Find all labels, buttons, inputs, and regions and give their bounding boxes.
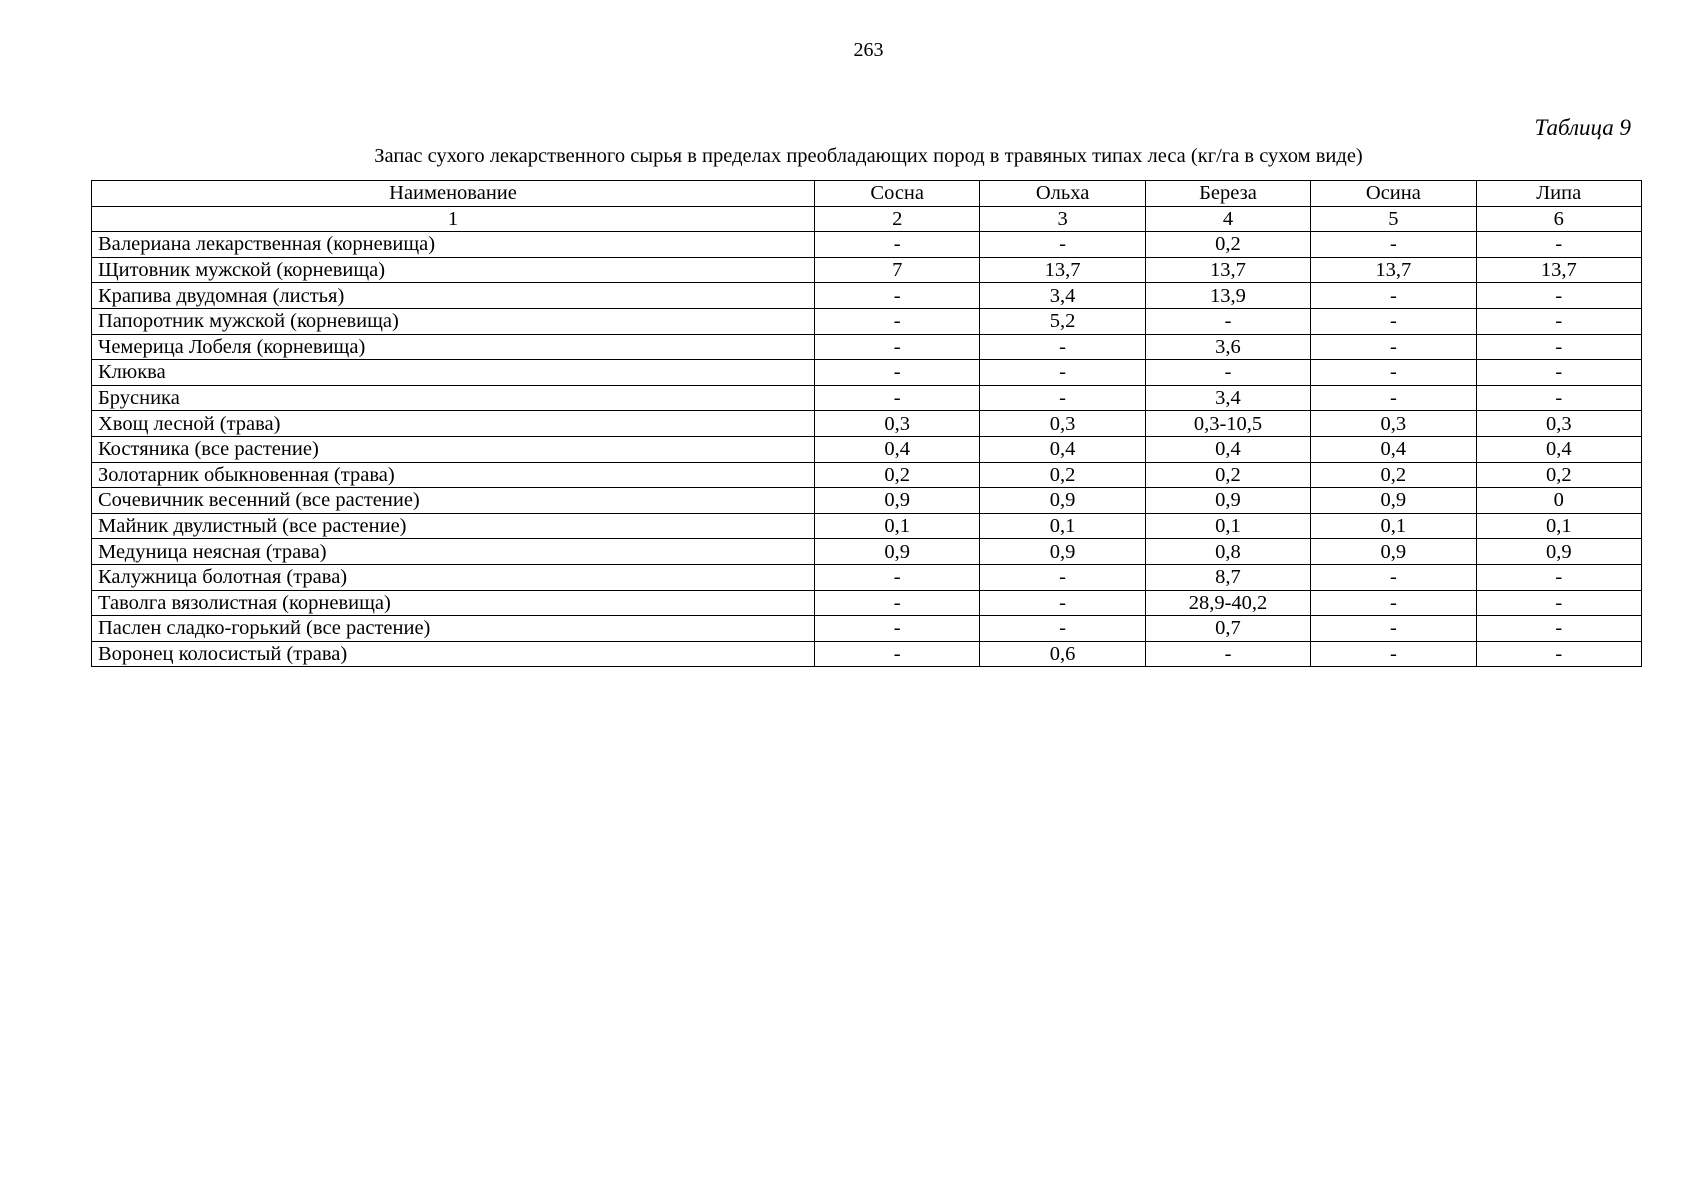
table-row [92, 334, 1642, 360]
plant-name-cell: Паслен сладко-горький (все растение) [92, 616, 815, 642]
value-cell: 3,6 [1145, 334, 1310, 360]
value-cell: 13,7 [1476, 257, 1641, 283]
value-cell: - [980, 360, 1145, 386]
value-cell: 0,2 [980, 462, 1145, 488]
table-title: Запас сухого лекарственного сырья в пределах преобладающих пород в травяных типах леса (кг/га в сухом виде) [374, 145, 1363, 167]
value-cell: - [1311, 232, 1476, 258]
column-header: Ольха [980, 181, 1145, 207]
value-cell: 0,3 [1311, 411, 1476, 437]
value-cell: 0,1 [1476, 513, 1641, 539]
value-cell: 0,4 [980, 436, 1145, 462]
plant-name-cell: Калужница болотная (трава) [92, 564, 815, 590]
column-header: Береза [1145, 181, 1310, 207]
value-cell: 0,9 [980, 488, 1145, 514]
value-cell: 3,4 [980, 283, 1145, 309]
value-cell: - [1476, 385, 1641, 411]
value-cell: 13,7 [1311, 257, 1476, 283]
table-row [92, 462, 1642, 488]
table-row [92, 360, 1642, 386]
column-number-cell: 3 [980, 206, 1145, 232]
table-row [92, 616, 1642, 642]
value-cell: - [1311, 590, 1476, 616]
value-cell: - [980, 590, 1145, 616]
value-cell: - [980, 385, 1145, 411]
data-table [91, 180, 1642, 667]
plant-name-cell: Майник двулистный (все растение) [92, 513, 815, 539]
value-cell: 0,3 [980, 411, 1145, 437]
value-cell: 0,1 [980, 513, 1145, 539]
table-row [92, 436, 1642, 462]
value-cell: 0,9 [815, 539, 980, 565]
value-cell: - [815, 590, 980, 616]
value-cell: 0,7 [1145, 616, 1310, 642]
value-cell: - [1145, 308, 1310, 334]
value-cell: 0,1 [1145, 513, 1310, 539]
column-header: Осина [1311, 181, 1476, 207]
table-row [92, 641, 1642, 667]
value-cell: 0,1 [815, 513, 980, 539]
value-cell: - [815, 385, 980, 411]
table-row [92, 257, 1642, 283]
value-cell: - [815, 616, 980, 642]
value-cell: - [1311, 564, 1476, 590]
table-row [92, 232, 1642, 258]
column-header: Липа [1476, 181, 1641, 207]
table-row [92, 590, 1642, 616]
value-cell: - [815, 641, 980, 667]
value-cell: 0 [1476, 488, 1641, 514]
value-cell: 0,1 [1311, 513, 1476, 539]
plant-name-cell: Щитовник мужской (корневища) [92, 257, 815, 283]
value-cell: 0,2 [1145, 462, 1310, 488]
plant-name-cell: Сочевичник весенний (все растение) [92, 488, 815, 514]
table-row [92, 539, 1642, 565]
table-row [92, 385, 1642, 411]
value-cell: 0,9 [815, 488, 980, 514]
column-header-name: Наименование [92, 181, 815, 207]
value-cell: - [1476, 641, 1641, 667]
column-number-cell: 6 [1476, 206, 1641, 232]
value-cell: - [1476, 308, 1641, 334]
value-cell: 13,9 [1145, 283, 1310, 309]
value-cell: - [1476, 564, 1641, 590]
value-cell: - [980, 334, 1145, 360]
value-cell: - [1311, 334, 1476, 360]
table-row [92, 488, 1642, 514]
value-cell: - [1311, 360, 1476, 386]
value-cell: 0,6 [980, 641, 1145, 667]
plant-name-cell: Валериана лекарственная (корневища) [92, 232, 815, 258]
value-cell: - [980, 564, 1145, 590]
value-cell: - [1311, 616, 1476, 642]
plant-name-cell: Таволга вязолистная (корневища) [92, 590, 815, 616]
column-number-cell: 1 [92, 206, 815, 232]
value-cell: 0,9 [1311, 539, 1476, 565]
table-row [92, 283, 1642, 309]
plant-name-cell: Чемерица Лобеля (корневища) [92, 334, 815, 360]
column-number-cell: 2 [815, 206, 980, 232]
value-cell: 0,2 [815, 462, 980, 488]
value-cell: - [1476, 334, 1641, 360]
column-number-cell: 5 [1311, 206, 1476, 232]
value-cell: 13,7 [980, 257, 1145, 283]
value-cell: - [1145, 360, 1310, 386]
table-label: Таблица 9 [1534, 115, 1631, 140]
table-column-number-row [92, 206, 1642, 232]
plant-name-cell: Брусника [92, 385, 815, 411]
value-cell: - [1476, 232, 1641, 258]
value-cell: 13,7 [1145, 257, 1310, 283]
value-cell: - [980, 232, 1145, 258]
value-cell: 0,3-10,5 [1145, 411, 1310, 437]
value-cell: 0,4 [815, 436, 980, 462]
column-header: Сосна [815, 181, 980, 207]
value-cell: - [815, 360, 980, 386]
page-number: 263 [853, 39, 884, 61]
plant-name-cell: Костяника (все растение) [92, 436, 815, 462]
value-cell: - [815, 308, 980, 334]
value-cell: 0,9 [1145, 488, 1310, 514]
value-cell: 0,9 [980, 539, 1145, 565]
value-cell: - [815, 232, 980, 258]
column-number-cell: 4 [1145, 206, 1310, 232]
value-cell: 0,9 [1311, 488, 1476, 514]
value-cell: 0,2 [1476, 462, 1641, 488]
table-body [92, 232, 1642, 667]
value-cell: 0,2 [1145, 232, 1310, 258]
value-cell: 3,4 [1145, 385, 1310, 411]
table-row [92, 513, 1642, 539]
value-cell: - [1311, 283, 1476, 309]
value-cell: 0,3 [1476, 411, 1641, 437]
value-cell: - [1476, 616, 1641, 642]
value-cell: 5,2 [980, 308, 1145, 334]
value-cell: - [815, 334, 980, 360]
table-row [92, 308, 1642, 334]
value-cell: 0,3 [815, 411, 980, 437]
value-cell: - [1311, 308, 1476, 334]
value-cell: - [1311, 641, 1476, 667]
value-cell: - [1145, 641, 1310, 667]
value-cell: 0,4 [1476, 436, 1641, 462]
value-cell: 0,4 [1311, 436, 1476, 462]
value-cell: - [1476, 590, 1641, 616]
value-cell: - [1476, 360, 1641, 386]
table-row [92, 411, 1642, 437]
plant-name-cell: Папоротник мужской (корневища) [92, 308, 815, 334]
value-cell: 8,7 [1145, 564, 1310, 590]
value-cell: 0,2 [1311, 462, 1476, 488]
plant-name-cell: Крапива двудомная (листья) [92, 283, 815, 309]
value-cell: - [815, 564, 980, 590]
plant-name-cell: Золотарник обыкновенная (трава) [92, 462, 815, 488]
value-cell: 0,4 [1145, 436, 1310, 462]
value-cell: 7 [815, 257, 980, 283]
table-row [92, 564, 1642, 590]
value-cell: 0,9 [1476, 539, 1641, 565]
value-cell: - [980, 616, 1145, 642]
plant-name-cell: Воронец колосистый (трава) [92, 641, 815, 667]
value-cell: - [1476, 283, 1641, 309]
table-header-row [92, 181, 1642, 207]
plant-name-cell: Клюква [92, 360, 815, 386]
plant-name-cell: Хвощ лесной (трава) [92, 411, 815, 437]
value-cell: 28,9-40,2 [1145, 590, 1310, 616]
value-cell: - [1311, 385, 1476, 411]
value-cell: - [815, 283, 980, 309]
value-cell: 0,8 [1145, 539, 1310, 565]
plant-name-cell: Медуница неясная (трава) [92, 539, 815, 565]
